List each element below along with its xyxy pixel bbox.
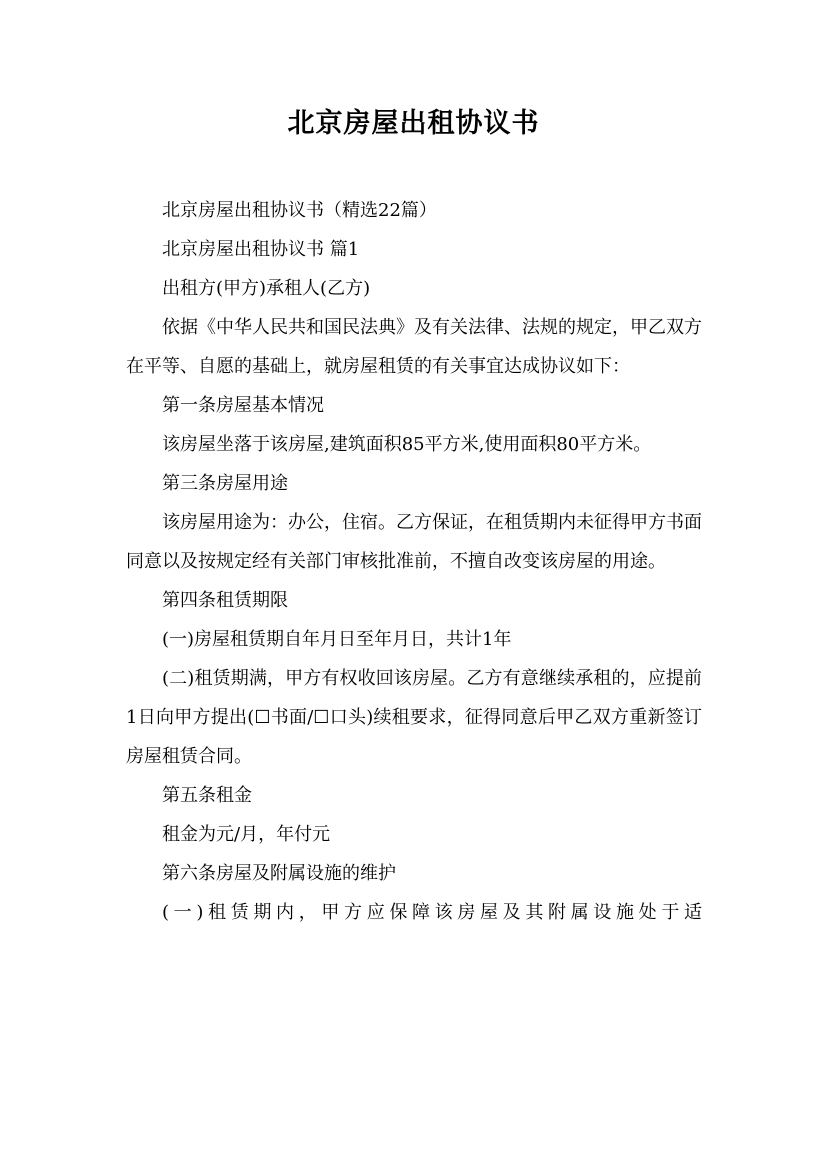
paragraph: 出租方(甲方)承租人(乙方) — [162, 278, 371, 299]
paragraph: 租金为元/月，年付元 — [162, 824, 331, 845]
paragraph: (一)租赁期内，甲方应保障该房屋及其附属设施处于适 — [162, 902, 702, 923]
paragraph: 该房屋用途为：办公，住宿。乙方保证，在租赁期内未征得甲方书面同意以及按规定经有关部门审核批准前，不擅自改变该房屋的用途。 — [126, 512, 702, 572]
paragraph: 第六条房屋及附属设施的维护 — [162, 863, 396, 884]
document-body — [126, 191, 702, 932]
document-title: 北京房屋出租协议书 — [287, 108, 540, 139]
paragraph: 北京房屋出租协议书 篇1 — [162, 239, 360, 260]
paragraph: 第四条租赁期限 — [162, 590, 288, 611]
paragraph: 第三条房屋用途 — [162, 473, 288, 494]
paragraph: 依据《中华人民共和国民法典》及有关法律、法规的规定，甲乙双方在平等、自愿的基础上，就房屋租赁的有关事宜达成协议如下： — [126, 317, 702, 377]
paragraph: (一)房屋租赁期自年月日至年月日，共计1年 — [162, 629, 512, 650]
paragraph: 第五条租金 — [162, 785, 252, 806]
paragraph: 第一条房屋基本情况 — [162, 395, 324, 416]
paragraph: 北京房屋出租协议书（精选22篇） — [162, 200, 437, 221]
paragraph: 该房屋坐落于该房屋,建筑面积85平方米,使用面积80平方米。 — [162, 434, 652, 455]
paragraph: (二)租赁期满，甲方有权收回该房屋。乙方有意继续承租的，应提前1日向甲方提出(☐书面/☐口头)续租要求，征得同意后甲乙双方重新签订房屋租赁合同。 — [126, 668, 702, 767]
